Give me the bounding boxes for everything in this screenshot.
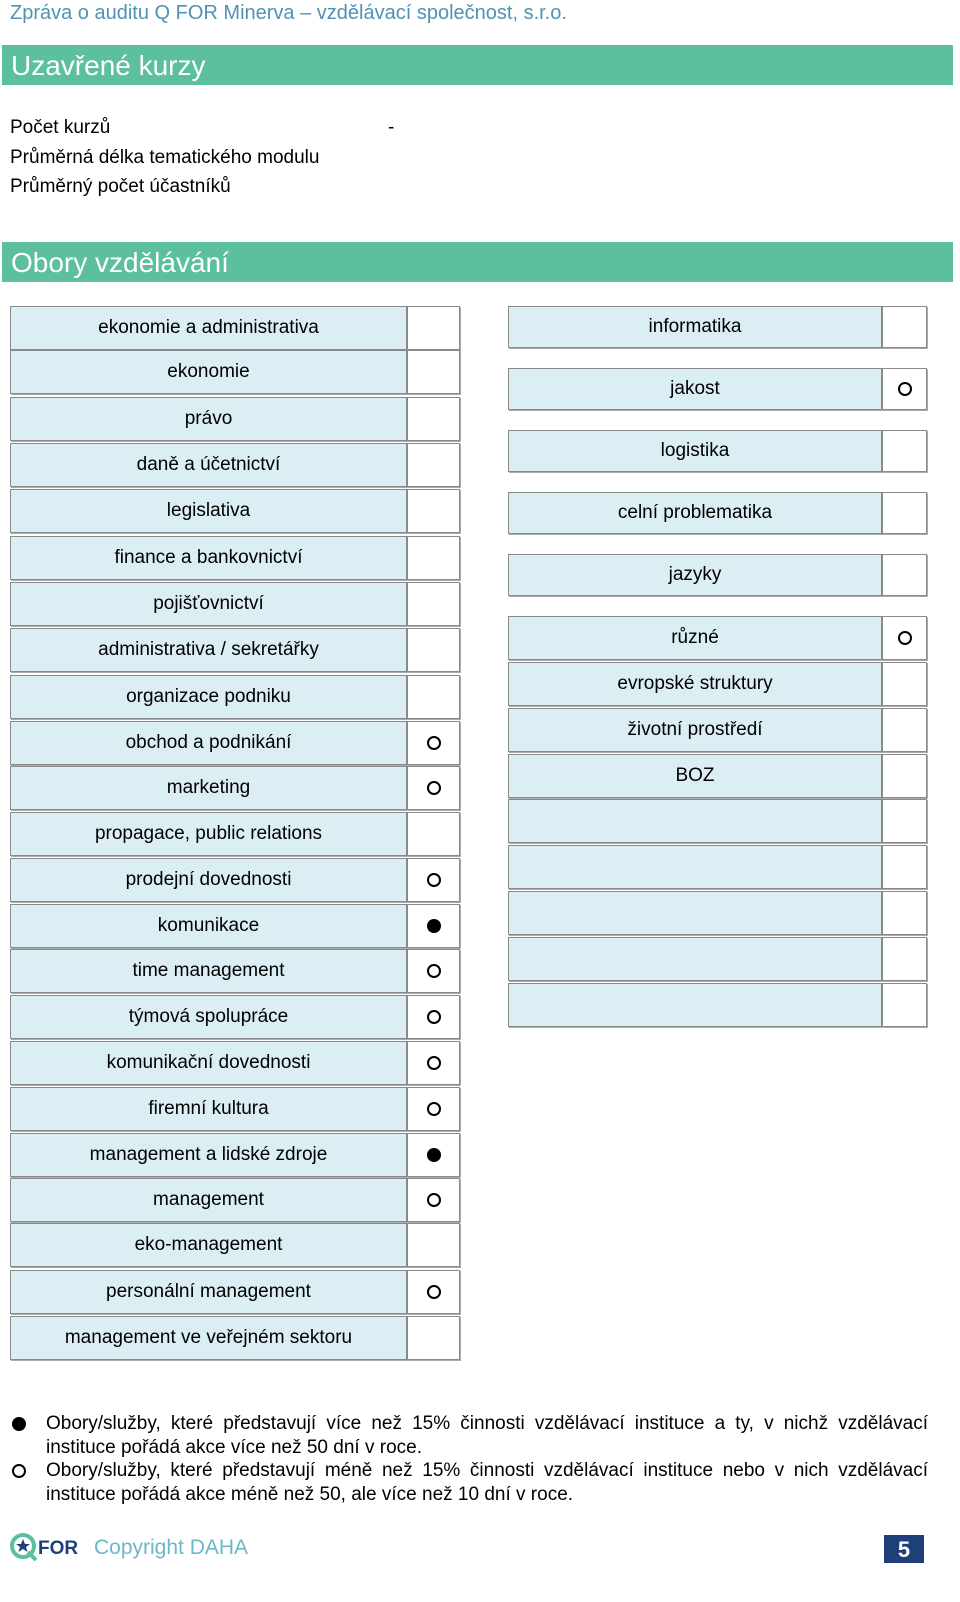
field-cell-boz — [508, 754, 882, 798]
field-label: BOZ — [675, 765, 715, 786]
field-mark-cell — [407, 949, 460, 993]
field-mark-cell — [407, 812, 460, 856]
field-mark-cell — [407, 721, 460, 765]
section-band-fields: Obory vzdělávání — [2, 242, 953, 282]
field-mark-cell — [407, 1270, 460, 1314]
field-cell-administrativa-sekretarky — [10, 628, 407, 672]
field-mark-cell — [407, 995, 460, 1039]
closed-courses-stats — [10, 113, 410, 202]
field-mark-cell — [882, 983, 927, 1027]
field-label: jazyky — [668, 564, 722, 585]
field-cell-eko-management — [10, 1223, 407, 1267]
field-label: daně a účetnictví — [136, 454, 281, 475]
copyright-text: Copyright DAHA — [94, 1536, 249, 1559]
open-circle-icon — [427, 873, 441, 887]
stat-value: - — [388, 117, 395, 138]
field-label: evropské struktury — [617, 673, 773, 694]
field-cell-firemni-kultura — [10, 1087, 407, 1131]
field-label: administrativa / sekretářky — [98, 639, 319, 660]
field-label: pojišťovnictví — [153, 593, 264, 614]
field-mark-cell — [407, 1133, 460, 1177]
field-cell-empty — [508, 937, 882, 981]
page-number-badge: 5 — [884, 1535, 924, 1563]
field-mark-cell — [407, 1223, 460, 1267]
field-mark-cell — [407, 582, 460, 626]
qfor-logo — [8, 1531, 88, 1563]
field-label: komunikační dovednosti — [106, 1052, 311, 1073]
field-label: logistika — [660, 440, 730, 461]
field-mark-cell — [407, 1178, 460, 1222]
field-cell-komunikacni-dovednosti — [10, 1041, 407, 1085]
open-circle-icon — [427, 1102, 441, 1116]
field-label: eko-management — [134, 1234, 283, 1255]
field-mark-cell — [407, 1316, 460, 1360]
field-label: různé — [671, 627, 719, 648]
field-label: komunikace — [157, 915, 260, 936]
field-cell-empty — [508, 799, 882, 843]
field-cell-finance-a-bankovnictvi — [10, 536, 407, 580]
field-mark-cell — [882, 708, 927, 752]
field-mark-cell — [882, 306, 927, 348]
field-cell-dane-a-ucetnictvi — [10, 443, 407, 487]
field-label: management ve veřejném sektoru — [64, 1327, 353, 1348]
field-mark-cell — [882, 662, 927, 706]
field-cell-management-ve-verejnem-sektoru — [10, 1316, 407, 1360]
stat-label: Průměrná délka tematického modulu — [10, 146, 320, 168]
field-cell-empty — [508, 845, 882, 889]
field-mark-cell — [407, 489, 460, 533]
field-mark-cell — [407, 858, 460, 902]
open-circle-icon — [898, 382, 912, 396]
field-cell-marketing — [10, 766, 407, 810]
open-circle-icon — [898, 631, 912, 645]
field-cell-komunikace — [10, 904, 407, 948]
field-cell-organizace-podniku — [10, 675, 407, 719]
field-label: legislativa — [166, 500, 251, 521]
field-label: ekonomie — [167, 361, 250, 382]
field-cell-management — [10, 1178, 407, 1222]
field-cell-evropske-struktury — [508, 662, 882, 706]
field-mark-cell — [407, 675, 460, 719]
field-label: ekonomie a administrativa — [98, 317, 319, 338]
field-label: právo — [184, 408, 233, 429]
field-cell-legislativa — [10, 489, 407, 533]
field-mark-cell — [882, 891, 927, 935]
field-cell-ekonomie-a-administrativa — [10, 306, 407, 350]
field-cell-propagace-public-relations — [10, 812, 407, 856]
field-cell-management-a-lidske-zdroje — [10, 1133, 407, 1177]
field-cell-ekonomie — [10, 350, 407, 394]
field-label: time management — [132, 960, 285, 981]
field-cell-pravo — [10, 397, 407, 441]
open-circle-icon — [427, 781, 441, 795]
logo-text: FOR — [38, 1538, 79, 1559]
field-label: organizace podniku — [126, 686, 291, 707]
field-cell-informatika — [508, 306, 882, 348]
field-mark-cell — [407, 766, 460, 810]
field-cell-obchod-a-podnikani — [10, 721, 407, 765]
field-label: firemní kultura — [148, 1098, 269, 1119]
field-label: jakost — [670, 378, 720, 399]
stat-label: Průměrný počet účastníků — [10, 176, 231, 197]
legend-item-minor — [10, 1459, 928, 1506]
field-mark-cell — [882, 799, 927, 843]
open-circle-icon — [427, 1285, 441, 1299]
field-cell-time-management — [10, 949, 407, 993]
field-cell-empty — [508, 891, 882, 935]
field-label: týmová spolupráce — [128, 1006, 289, 1027]
open-circle-icon — [12, 1464, 26, 1478]
field-mark-cell — [407, 536, 460, 580]
field-mark-cell — [407, 904, 460, 948]
legend-item-major — [10, 1412, 928, 1459]
field-mark-cell — [882, 430, 927, 472]
field-cell-prodejni-dovednosti — [10, 858, 407, 902]
field-cell-logistika — [508, 430, 882, 472]
open-circle-icon — [427, 964, 441, 978]
stat-label: Počet kurzů — [10, 117, 111, 138]
field-label: obchod a podnikání — [125, 732, 292, 753]
field-cell-pojistovnictvi — [10, 582, 407, 626]
open-circle-icon — [427, 1010, 441, 1024]
field-label: prodejní dovednosti — [125, 869, 292, 890]
open-circle-icon — [427, 1056, 441, 1070]
field-label: životní prostředí — [627, 719, 763, 740]
field-cell-jakost — [508, 368, 882, 410]
field-mark-cell — [407, 397, 460, 441]
field-cell-celni-problematika — [508, 492, 882, 534]
field-mark-cell — [407, 443, 460, 487]
field-mark-cell — [407, 306, 460, 350]
stat-row-course-count — [10, 113, 410, 143]
field-mark-cell — [407, 628, 460, 672]
field-mark-cell — [882, 554, 927, 596]
field-mark-cell — [882, 492, 927, 534]
field-mark-cell — [882, 368, 927, 410]
field-mark-cell — [882, 754, 927, 798]
stat-row-participants — [10, 172, 410, 202]
field-label: personální management — [106, 1281, 311, 1302]
field-label: management a lidské zdroje — [89, 1144, 328, 1165]
field-mark-cell — [882, 937, 927, 981]
open-circle-icon — [427, 736, 441, 750]
field-mark-cell — [407, 1041, 460, 1085]
field-cell-zivotni-prostredi — [508, 708, 882, 752]
field-label: finance a bankovnictví — [114, 547, 303, 568]
filled-circle-icon — [427, 919, 441, 933]
field-cell-personalni-management — [10, 1270, 407, 1314]
open-circle-icon — [427, 1193, 441, 1207]
field-cell-ruzne — [508, 616, 882, 660]
field-label: management — [153, 1189, 264, 1210]
field-label: celní problematika — [617, 502, 773, 523]
document-header: Zpráva o auditu Q FOR Minerva – vzdělávací společnost, s.r.o. — [10, 2, 567, 24]
section-band-closed-courses: Uzavřené kurzy — [2, 45, 953, 85]
field-label: informatika — [648, 316, 742, 337]
field-cell-jazyky — [508, 554, 882, 596]
field-label: marketing — [166, 777, 251, 798]
field-cell-empty — [508, 983, 882, 1027]
field-mark-cell — [882, 616, 927, 660]
field-mark-cell — [407, 350, 460, 394]
filled-circle-icon — [427, 1148, 441, 1162]
legend — [10, 1412, 928, 1506]
field-mark-cell — [407, 1087, 460, 1131]
field-label: propagace, public relations — [94, 823, 323, 844]
legend-text: Obory/služby, které představují méně než 15% činnosti vzdělávací instituce nebo v nich vzdělávací instituce pořádá akce méně než 50, ale více než 10 dní v roce. — [46, 1460, 928, 1505]
stat-row-module-length — [10, 143, 410, 173]
filled-circle-icon — [12, 1417, 26, 1431]
field-cell-tymova-spoluprace — [10, 995, 407, 1039]
field-mark-cell — [882, 845, 927, 889]
legend-text: Obory/služby, které představují více než 15% činnosti vzdělávací instituce a ty, v nichž vzdělávací instituce pořádá akce více než 50 dní v roce. — [46, 1413, 928, 1458]
